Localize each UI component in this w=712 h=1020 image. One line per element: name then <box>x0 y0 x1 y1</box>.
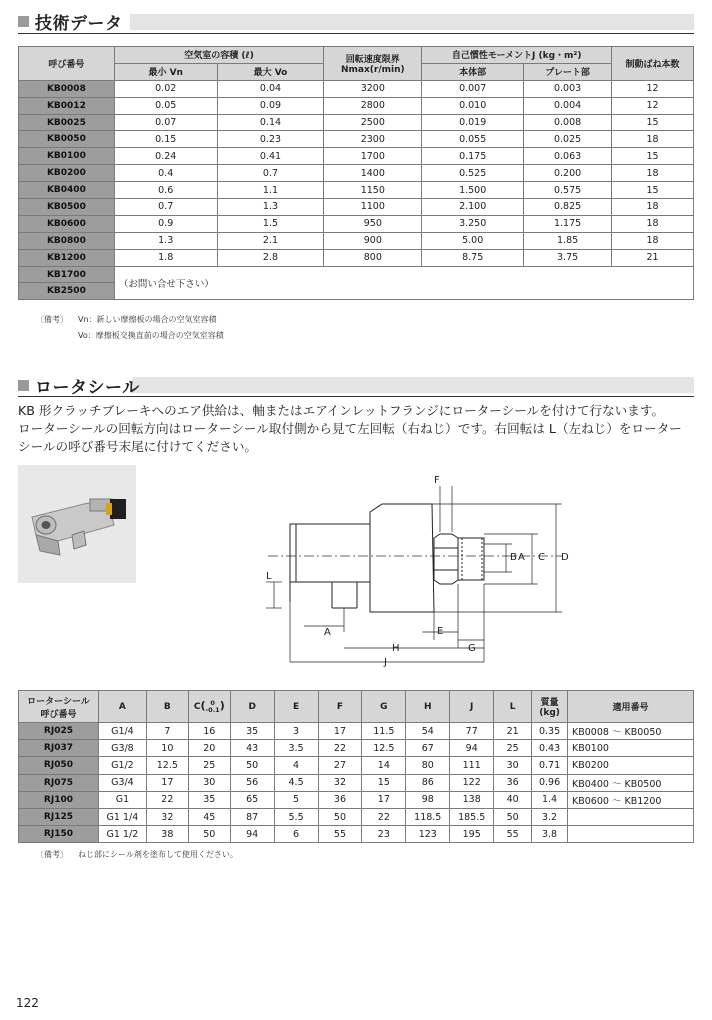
table-cell: 0.6 <box>114 182 217 199</box>
table-cell: 25 <box>494 740 532 757</box>
table-cell: 6 <box>274 826 318 843</box>
table-row <box>19 114 694 131</box>
table-cell: 55 <box>494 826 532 843</box>
table-cell: 15 <box>612 148 694 165</box>
table-cell: 16 <box>188 723 230 740</box>
table-cell: 3.8 <box>532 826 568 843</box>
table-cell: 12.5 <box>362 740 406 757</box>
table-cell: 0.019 <box>422 114 524 131</box>
table-row <box>19 131 694 148</box>
seal-number-cell: RJ037 <box>19 740 99 757</box>
table-cell: 8.75 <box>422 249 524 266</box>
page-number: 122 <box>16 996 39 1010</box>
seal-header-e: E <box>274 691 318 723</box>
table-cell: 3.75 <box>524 249 612 266</box>
seal-header-a: A <box>98 691 146 723</box>
table-row <box>19 215 694 232</box>
table-cell: 1.85 <box>524 232 612 249</box>
table-cell: 2800 <box>324 97 422 114</box>
drawing-outline <box>290 504 484 612</box>
drawing-label-f: F <box>434 475 440 486</box>
table-cell: 0.14 <box>217 114 324 131</box>
model-number-cell: KB2500 <box>19 283 115 300</box>
table-cell: 50 <box>230 757 274 774</box>
table-cell: 123 <box>406 826 450 843</box>
header-speed-limit-line1: 回転速度限界 <box>345 54 400 65</box>
rotary-seal-image <box>18 465 136 583</box>
table-cell: 21 <box>612 249 694 266</box>
table-cell: 111 <box>450 757 494 774</box>
model-number-cell: KB0100 <box>19 148 115 165</box>
drawing-label-b: B <box>510 552 517 563</box>
table-cell: 0.175 <box>422 148 524 165</box>
drawing-label-c: C <box>538 552 545 563</box>
table-cell: 45 <box>188 808 230 825</box>
table-row <box>19 199 694 216</box>
drawing-label-h: H <box>392 643 400 654</box>
table-cell: 86 <box>406 774 450 791</box>
table-cell: 23 <box>362 826 406 843</box>
seal-header-c-tol-upper: 0 <box>210 698 215 707</box>
table-cell: 18 <box>612 232 694 249</box>
drawing-label-a: A <box>518 552 525 563</box>
table-cell: 0.04 <box>217 80 324 97</box>
seal-header-name-line1: ローターシール <box>27 696 90 707</box>
table-cell: 32 <box>146 808 188 825</box>
square-bullet-icon <box>18 380 29 391</box>
table-cell: 0.055 <box>422 131 524 148</box>
table-cell: 18 <box>612 165 694 182</box>
table-cell: 0.43 <box>532 740 568 757</box>
table-cell: 43 <box>230 740 274 757</box>
seal-header-c: C( 0 -0.1 ) <box>188 691 230 723</box>
table-cell: 36 <box>494 774 532 791</box>
table-cell: 1.8 <box>114 249 217 266</box>
table-cell: 94 <box>230 826 274 843</box>
table-cell: 0.9 <box>114 215 217 232</box>
model-number-cell: KB0012 <box>19 97 115 114</box>
table-row <box>19 757 694 774</box>
table-cell: 50 <box>318 808 362 825</box>
table-cell: 22 <box>318 740 362 757</box>
seal-number-cell: RJ125 <box>19 808 99 825</box>
table-row <box>19 165 694 182</box>
table-cell: 5 <box>274 791 318 808</box>
table-cell: 35 <box>188 791 230 808</box>
model-number-cell: KB1700 <box>19 266 115 283</box>
table-cell: 2500 <box>324 114 422 131</box>
table-cell: 0.35 <box>532 723 568 740</box>
table-cell: 4 <box>274 757 318 774</box>
table-cell: 15 <box>612 114 694 131</box>
table-cell: 18 <box>612 215 694 232</box>
table-cell: 1100 <box>324 199 422 216</box>
header-inertia: 自己慣性モーメントJ (kg・m²) <box>422 47 612 64</box>
header-speed-limit-line2: Nmax(r/min) <box>340 64 405 75</box>
table-cell: 0.007 <box>422 80 524 97</box>
table-cell: G1 <box>98 791 146 808</box>
table-cell: 1.4 <box>532 791 568 808</box>
table-cell: G1 1/2 <box>98 826 146 843</box>
seal-header-f: F <box>318 691 362 723</box>
drawing-label-g: G <box>468 643 476 654</box>
seal-header-g: G <box>362 691 406 723</box>
table-cell: 0.7 <box>217 165 324 182</box>
table-cell <box>568 826 694 843</box>
table-cell: 21 <box>494 723 532 740</box>
table-cell: 12.5 <box>146 757 188 774</box>
section-rule <box>18 33 694 34</box>
table-cell: KB0400 ～ KB0500 <box>568 774 694 791</box>
seal-header-mass-line2: (kg) <box>539 708 560 718</box>
seal-header-name-line2: 呼び番号 <box>40 709 77 720</box>
header-air-volume: 空気室の容積 (ℓ) <box>114 47 324 64</box>
seal-header-name <box>19 691 99 723</box>
model-number-cell: KB0008 <box>19 80 115 97</box>
drawing-label-l: L <box>266 571 272 582</box>
header-body: 本体部 <box>422 63 524 80</box>
table-cell: 38 <box>146 826 188 843</box>
table-cell: 18 <box>612 199 694 216</box>
table-cell: 11.5 <box>362 723 406 740</box>
table-cell: 50 <box>188 826 230 843</box>
table-cell: 0.96 <box>532 774 568 791</box>
model-number-cell: KB0800 <box>19 232 115 249</box>
table-cell: 56 <box>230 774 274 791</box>
table-cell: 0.07 <box>114 114 217 131</box>
table-row <box>19 232 694 249</box>
seal-number-cell: RJ025 <box>19 723 99 740</box>
seal-header-l: L <box>494 691 532 723</box>
section-header-rotary-seal <box>18 373 140 398</box>
table-cell: 3 <box>274 723 318 740</box>
seal-number-cell: RJ150 <box>19 826 99 843</box>
description-line-1: KB 形クラッチブレーキへのエア供給は、軸またはエアインレットフランジにローターシールを付けて行ないます。 <box>18 403 665 418</box>
seal-header-j: J <box>450 691 494 723</box>
table2-note-label: 〔備考〕 <box>36 850 68 859</box>
table-cell: 1.1 <box>217 182 324 199</box>
table-cell: 0.24 <box>114 148 217 165</box>
table-cell: 0.010 <box>422 97 524 114</box>
drawing-label-e: E <box>437 626 444 637</box>
table-cell: 2.8 <box>217 249 324 266</box>
table-cell: 0.41 <box>217 148 324 165</box>
table-cell: 1.3 <box>217 199 324 216</box>
model-number-cell: KB1200 <box>19 249 115 266</box>
seal-header-c-label: C <box>193 702 201 713</box>
table-cell: 195 <box>450 826 494 843</box>
model-number-cell: KB0025 <box>19 114 115 131</box>
table-cell: 138 <box>450 791 494 808</box>
seal-header-d: D <box>230 691 274 723</box>
table-cell <box>568 808 694 825</box>
section-title: 技術データ <box>35 14 123 34</box>
table-cell: 15 <box>362 774 406 791</box>
table2-note-sealant: ねじ部にシール剤を塗布して使用ください。 <box>78 850 238 859</box>
table-cell: 27 <box>318 757 362 774</box>
table-cell: 0.063 <box>524 148 612 165</box>
header-springs: 制動ばね本数 <box>612 47 694 81</box>
table-cell: G1 1/4 <box>98 808 146 825</box>
seal-header-c-tol-lower: -0.1 <box>205 705 220 714</box>
table-cell: 0.025 <box>524 131 612 148</box>
table-cell: 5.5 <box>274 808 318 825</box>
table-cell: 0.575 <box>524 182 612 199</box>
table-cell: 0.02 <box>114 80 217 97</box>
rotary-seal-drawing <box>262 472 582 668</box>
header-max-vo: 最大 Vo <box>217 63 324 80</box>
table-cell: 3.5 <box>274 740 318 757</box>
table-cell: 17 <box>318 723 362 740</box>
model-number-cell: KB0500 <box>19 199 115 216</box>
table-cell: 18 <box>612 131 694 148</box>
table-cell: 20 <box>188 740 230 757</box>
table-cell: 80 <box>406 757 450 774</box>
seal-header-h: H <box>406 691 450 723</box>
inquiry-cell: （お問い合せ下さい） <box>114 266 693 300</box>
table-cell: 22 <box>146 791 188 808</box>
square-bullet-icon <box>18 16 29 27</box>
seal-number-cell: RJ100 <box>19 791 99 808</box>
table-cell: KB0600 ～ KB1200 <box>568 791 694 808</box>
table-cell: 0.23 <box>217 131 324 148</box>
seal-number-cell: RJ075 <box>19 774 99 791</box>
table-cell: 0.525 <box>422 165 524 182</box>
description-line-3: シールの呼び番号末尾に付けてください。 <box>18 439 258 454</box>
table-row <box>19 791 694 808</box>
seal-number-cell: RJ050 <box>19 757 99 774</box>
table-cell: 67 <box>406 740 450 757</box>
table-cell: 25 <box>188 757 230 774</box>
table-cell: 950 <box>324 215 422 232</box>
header-min-vn: 最小 Vn <box>114 63 217 80</box>
model-number-cell: KB0050 <box>19 131 115 148</box>
drawing-label-j: J <box>384 657 387 668</box>
table-cell: 1.175 <box>524 215 612 232</box>
table-cell: 0.004 <box>524 97 612 114</box>
table-cell: 0.09 <box>217 97 324 114</box>
table-cell: KB0008 ～ KB0050 <box>568 723 694 740</box>
table-cell: 30 <box>494 757 532 774</box>
table-cell: G1/4 <box>98 723 146 740</box>
table-cell: 1700 <box>324 148 422 165</box>
table-cell: 22 <box>362 808 406 825</box>
table-cell: 12 <box>612 97 694 114</box>
table-cell: 1400 <box>324 165 422 182</box>
rotary-seal-table <box>18 690 694 843</box>
table-cell: KB0100 <box>568 740 694 757</box>
header-name: 呼び番号 <box>19 47 115 81</box>
table-row <box>19 266 694 283</box>
table-row <box>19 808 694 825</box>
header-plate: プレート部 <box>524 63 612 80</box>
table-cell: 0.008 <box>524 114 612 131</box>
table-cell: 98 <box>406 791 450 808</box>
table-cell: 800 <box>324 249 422 266</box>
table-cell: 5.00 <box>422 232 524 249</box>
table-cell: 0.05 <box>114 97 217 114</box>
table-cell: 3.250 <box>422 215 524 232</box>
table-cell: 55 <box>318 826 362 843</box>
table-cell: 1150 <box>324 182 422 199</box>
table-cell: 10 <box>146 740 188 757</box>
section-header-shade <box>130 14 694 30</box>
table-cell: 15 <box>612 182 694 199</box>
table-cell: 2.1 <box>217 232 324 249</box>
table-cell: 30 <box>188 774 230 791</box>
table-cell: 87 <box>230 808 274 825</box>
table-cell: 50 <box>494 808 532 825</box>
seal-header-b: B <box>146 691 188 723</box>
table-row <box>19 723 694 740</box>
table-cell: 0.003 <box>524 80 612 97</box>
table-cell: 0.200 <box>524 165 612 182</box>
table-cell: 2300 <box>324 131 422 148</box>
table-cell: 0.15 <box>114 131 217 148</box>
rotary-seal-photo <box>18 465 136 583</box>
table-row <box>19 826 694 843</box>
table-row <box>19 249 694 266</box>
table-cell: 2.100 <box>422 199 524 216</box>
section-header-shade <box>132 377 694 393</box>
model-number-cell: KB0600 <box>19 215 115 232</box>
seal-header-mass <box>532 691 568 723</box>
table-cell: KB0200 <box>568 757 694 774</box>
description-line-2: ローターシールの回転方向はローターシール取付側から見て左回転（右ねじ）です。右回転は L（左ねじ）をローター <box>18 421 682 436</box>
table-cell: 0.825 <box>524 199 612 216</box>
table-cell: 17 <box>146 774 188 791</box>
section-header-technical-data <box>18 9 123 34</box>
table-cell: 12 <box>612 80 694 97</box>
table-row <box>19 80 694 97</box>
table-row <box>19 774 694 791</box>
table-cell: 122 <box>450 774 494 791</box>
table-row <box>19 97 694 114</box>
table-cell: 65 <box>230 791 274 808</box>
technical-data-table <box>18 46 694 300</box>
seal-header-mass-line1: 質量 <box>540 698 559 708</box>
table-row <box>19 148 694 165</box>
model-number-cell: KB0400 <box>19 182 115 199</box>
table-cell: 32 <box>318 774 362 791</box>
table-cell: G1/2 <box>98 757 146 774</box>
table-cell: 0.7 <box>114 199 217 216</box>
drawing-label-a-bottom: A <box>324 627 331 638</box>
table-cell: 185.5 <box>450 808 494 825</box>
table-cell: 118.5 <box>406 808 450 825</box>
model-number-cell: KB0200 <box>19 165 115 182</box>
table-cell: 36 <box>318 791 362 808</box>
table-row <box>19 182 694 199</box>
table-cell: 40 <box>494 791 532 808</box>
table-cell: 1.5 <box>217 215 324 232</box>
seal-header-applicable: 適用番号 <box>568 691 694 723</box>
table-cell: 3.2 <box>532 808 568 825</box>
table-cell: 94 <box>450 740 494 757</box>
section-title: ロータシール <box>35 378 140 398</box>
table-cell: G3/8 <box>98 740 146 757</box>
table-cell: 54 <box>406 723 450 740</box>
table1-note-vn: Vn：新しい摩擦板の場合の空気室容積 <box>78 315 217 324</box>
table1-note-label: 〔備考〕 <box>36 315 68 324</box>
table-cell: 1.500 <box>422 182 524 199</box>
drawing-label-d: D <box>561 552 569 563</box>
table-cell: 35 <box>230 723 274 740</box>
table-cell: 1.3 <box>114 232 217 249</box>
table1-note-vo: Vo：摩擦板交換直前の場合の空気室容積 <box>78 331 224 340</box>
table-cell: 900 <box>324 232 422 249</box>
table-cell: 77 <box>450 723 494 740</box>
table-row <box>19 740 694 757</box>
table-cell: 0.71 <box>532 757 568 774</box>
header-speed-limit <box>324 47 422 81</box>
table-cell: 17 <box>362 791 406 808</box>
table-cell: G3/4 <box>98 774 146 791</box>
section-rule <box>18 396 694 397</box>
table-cell: 3200 <box>324 80 422 97</box>
table-cell: 4.5 <box>274 774 318 791</box>
table-cell: 14 <box>362 757 406 774</box>
table-cell: 0.4 <box>114 165 217 182</box>
table-cell: 7 <box>146 723 188 740</box>
